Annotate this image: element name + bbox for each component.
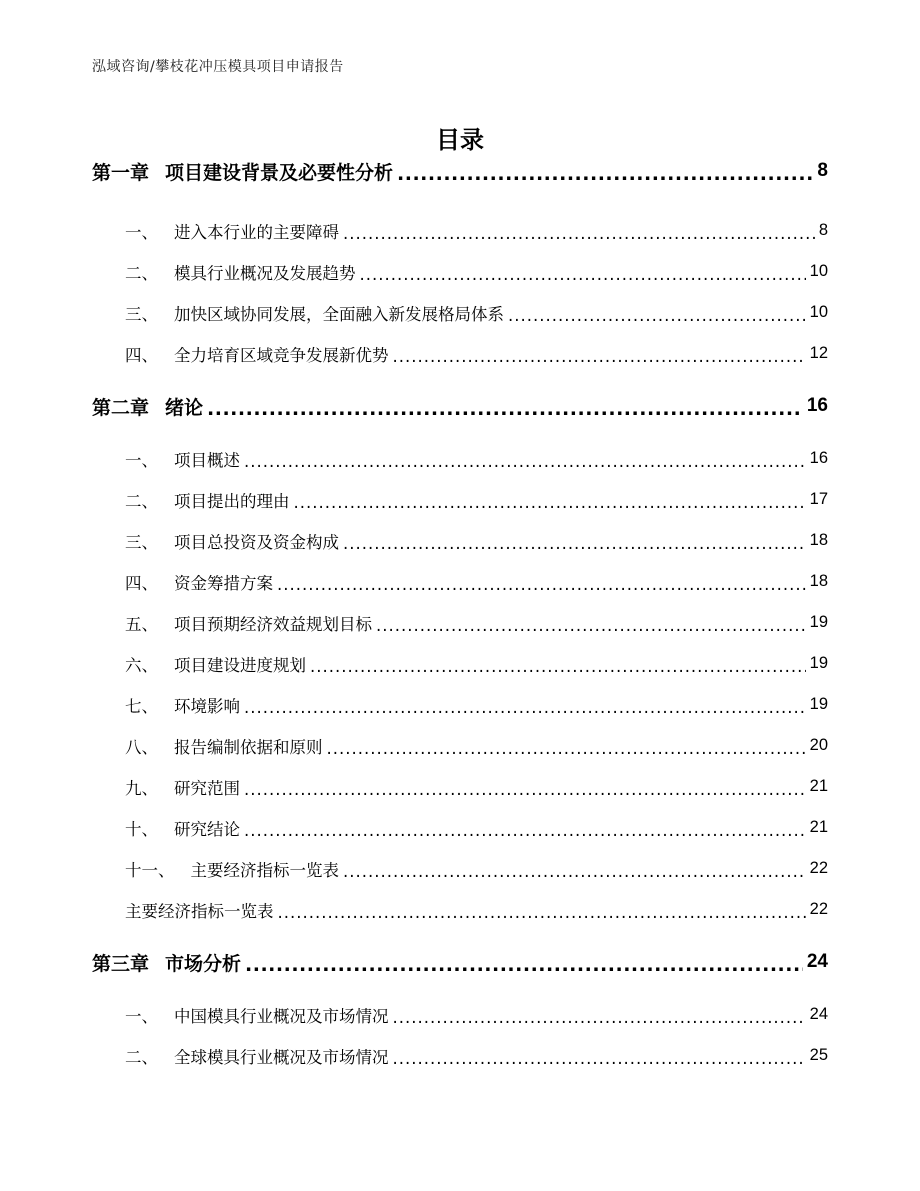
toc-entry-number: 二、 xyxy=(125,1047,158,1067)
dot-leader xyxy=(207,398,803,420)
toc-entry-label: 项目概述 xyxy=(174,450,240,470)
toc-entry-number: 一、 xyxy=(125,222,158,242)
toc-entry-title xyxy=(125,570,273,594)
toc-entry-label: 市场分析 xyxy=(165,952,242,975)
toc-section-entry[interactable] xyxy=(92,766,828,807)
toc-page-number: 19 xyxy=(809,613,828,631)
toc-page-number: 21 xyxy=(809,777,828,795)
toc-entry-number: 四、 xyxy=(125,345,158,365)
toc-entry-title xyxy=(125,488,290,512)
toc-entry-label: 研究范围 xyxy=(174,778,240,798)
toc-entry-number: 三、 xyxy=(125,304,158,324)
toc-section-entry[interactable] xyxy=(92,1035,828,1076)
dot-leader xyxy=(278,903,806,922)
table-of-contents xyxy=(92,139,828,1076)
toc-page-number: 10 xyxy=(809,262,828,280)
toc-entry-number: 九、 xyxy=(125,778,158,798)
dot-leader xyxy=(343,224,815,243)
toc-entry-title xyxy=(125,529,339,553)
toc-entry-number: 十、 xyxy=(125,819,158,839)
toc-chapter-entry[interactable] xyxy=(92,930,828,994)
toc-section-entry[interactable] xyxy=(92,292,828,333)
toc-section-entry[interactable] xyxy=(92,602,828,643)
toc-page-number: 24 xyxy=(809,1005,828,1023)
toc-page-number: 12 xyxy=(809,344,828,362)
dot-leader xyxy=(393,1049,806,1068)
dot-leader xyxy=(244,821,806,840)
toc-entry-label: 绪论 xyxy=(165,396,204,419)
toc-entry-label: 项目总投资及资金构成 xyxy=(174,532,339,552)
toc-entry-number: 第三章 xyxy=(92,952,150,975)
toc-entry-label: 进入本行业的主要障碍 xyxy=(174,222,339,242)
toc-entry-title xyxy=(125,342,389,366)
toc-page-number: 16 xyxy=(806,395,828,416)
toc-entry-number: 第一章 xyxy=(92,161,150,184)
toc-entry-number: 一、 xyxy=(125,1006,158,1026)
toc-page-number: 25 xyxy=(809,1046,828,1064)
toc-chapter-entry[interactable] xyxy=(92,139,828,203)
toc-entry-label: 全球模具行业概况及市场情况 xyxy=(174,1047,389,1067)
toc-section-entry[interactable] xyxy=(92,807,828,848)
toc-entry-title xyxy=(125,301,504,325)
toc-page-number: 21 xyxy=(809,818,828,836)
toc-page-number: 18 xyxy=(809,531,828,549)
toc-entry-title xyxy=(125,816,240,840)
toc-page-number: 17 xyxy=(809,490,828,508)
toc-entry-title xyxy=(125,219,339,243)
toc-entry-label: 中国模具行业概况及市场情况 xyxy=(174,1006,389,1026)
toc-entry-title xyxy=(125,734,323,758)
toc-entry-label: 项目预期经济效益规划目标 xyxy=(174,614,372,634)
toc-page-number: 22 xyxy=(809,900,828,918)
toc-entry-label: 主要经济指标一览表 xyxy=(125,901,274,921)
toc-entry-number: 八、 xyxy=(125,737,158,757)
toc-entry-number: 五、 xyxy=(125,614,158,634)
toc-entry-label: 项目提出的理由 xyxy=(174,491,290,511)
toc-entry-number: 四、 xyxy=(125,573,158,593)
dot-leader xyxy=(360,265,806,284)
toc-entry-title xyxy=(125,857,339,881)
dot-leader xyxy=(508,306,806,325)
toc-section-entry[interactable] xyxy=(92,725,828,766)
toc-page-number: 18 xyxy=(809,572,828,590)
dot-leader xyxy=(376,616,806,635)
toc-entry-label: 模具行业概况及发展趋势 xyxy=(174,263,356,283)
dot-leader xyxy=(327,739,806,758)
toc-entry-label: 项目建设背景及必要性分析 xyxy=(165,161,394,184)
toc-entry-label: 报告编制依据和原则 xyxy=(174,737,323,757)
dot-leader xyxy=(310,657,806,676)
toc-entry-title xyxy=(125,693,240,717)
toc-entry-title xyxy=(125,898,274,922)
toc-entry-title xyxy=(92,393,203,420)
toc-entry-title xyxy=(92,158,393,185)
toc-entry-number: 六、 xyxy=(125,655,158,675)
toc-section-entry[interactable] xyxy=(92,889,828,930)
dot-leader xyxy=(343,862,806,881)
dot-leader xyxy=(244,698,806,717)
toc-entry-label: 全力培育区域竞争发展新优势 xyxy=(174,345,389,365)
toc-section-entry[interactable] xyxy=(92,210,828,251)
toc-entry-title xyxy=(125,1044,389,1068)
toc-section-entry[interactable] xyxy=(92,333,828,374)
dot-leader xyxy=(294,493,806,512)
toc-section-entry[interactable] xyxy=(92,684,828,725)
running-header: 泓域咨询/攀枝花冲压模具项目申请报告 xyxy=(92,59,344,75)
dot-leader xyxy=(245,954,803,976)
toc-section-entry[interactable] xyxy=(92,561,828,602)
toc-page-number: 10 xyxy=(809,303,828,321)
toc-entry-title xyxy=(92,949,241,976)
toc-page-number: 22 xyxy=(809,859,828,877)
toc-page-number: 16 xyxy=(809,449,828,467)
toc-entry-title xyxy=(125,652,306,676)
dot-leader xyxy=(244,452,806,471)
toc-entry-label: 资金筹措方案 xyxy=(174,573,273,593)
dot-leader xyxy=(397,163,813,185)
toc-section-entry[interactable] xyxy=(92,251,828,292)
toc-entry-number: 二、 xyxy=(125,263,158,283)
toc-chapter-entry[interactable] xyxy=(92,374,828,438)
toc-entry-number: 一、 xyxy=(125,450,158,470)
dot-leader xyxy=(277,575,806,594)
toc-page-number: 24 xyxy=(806,951,828,972)
dot-leader xyxy=(393,347,806,366)
toc-entry-title xyxy=(125,260,356,284)
toc-page-number: 19 xyxy=(809,654,828,672)
toc-section-entry[interactable] xyxy=(92,994,828,1035)
toc-entry-label: 环境影响 xyxy=(174,696,240,716)
toc-section-entry[interactable] xyxy=(92,848,828,889)
toc-entry-number: 三、 xyxy=(125,532,158,552)
toc-entry-label: 加快区域协同发展，全面融入新发展格局体系 xyxy=(174,304,504,324)
toc-page-number: 19 xyxy=(809,695,828,713)
toc-page-number: 8 xyxy=(817,160,828,181)
dot-leader xyxy=(393,1008,806,1027)
toc-entry-number: 七、 xyxy=(125,696,158,716)
dot-leader xyxy=(244,780,806,799)
toc-entry-number: 十一、 xyxy=(125,860,175,880)
toc-section-entry[interactable] xyxy=(92,479,828,520)
toc-entry-number: 第二章 xyxy=(92,396,150,419)
toc-entry-label: 主要经济指标一览表 xyxy=(190,860,339,880)
toc-page-number: 20 xyxy=(809,736,828,754)
toc-entry-title xyxy=(125,1003,389,1027)
toc-entry-title xyxy=(125,447,240,471)
toc-entry-label: 研究结论 xyxy=(174,819,240,839)
toc-page-number: 8 xyxy=(818,221,828,239)
toc-entry-title xyxy=(125,775,240,799)
toc-entry-label: 项目建设进度规划 xyxy=(174,655,306,675)
toc-section-entry[interactable] xyxy=(92,643,828,684)
dot-leader xyxy=(343,534,806,553)
toc-entry-number: 二、 xyxy=(125,491,158,511)
page-title: 目录 xyxy=(436,126,484,154)
toc-entry-title xyxy=(125,611,372,635)
toc-section-entry[interactable] xyxy=(92,438,828,479)
toc-section-entry[interactable] xyxy=(92,520,828,561)
